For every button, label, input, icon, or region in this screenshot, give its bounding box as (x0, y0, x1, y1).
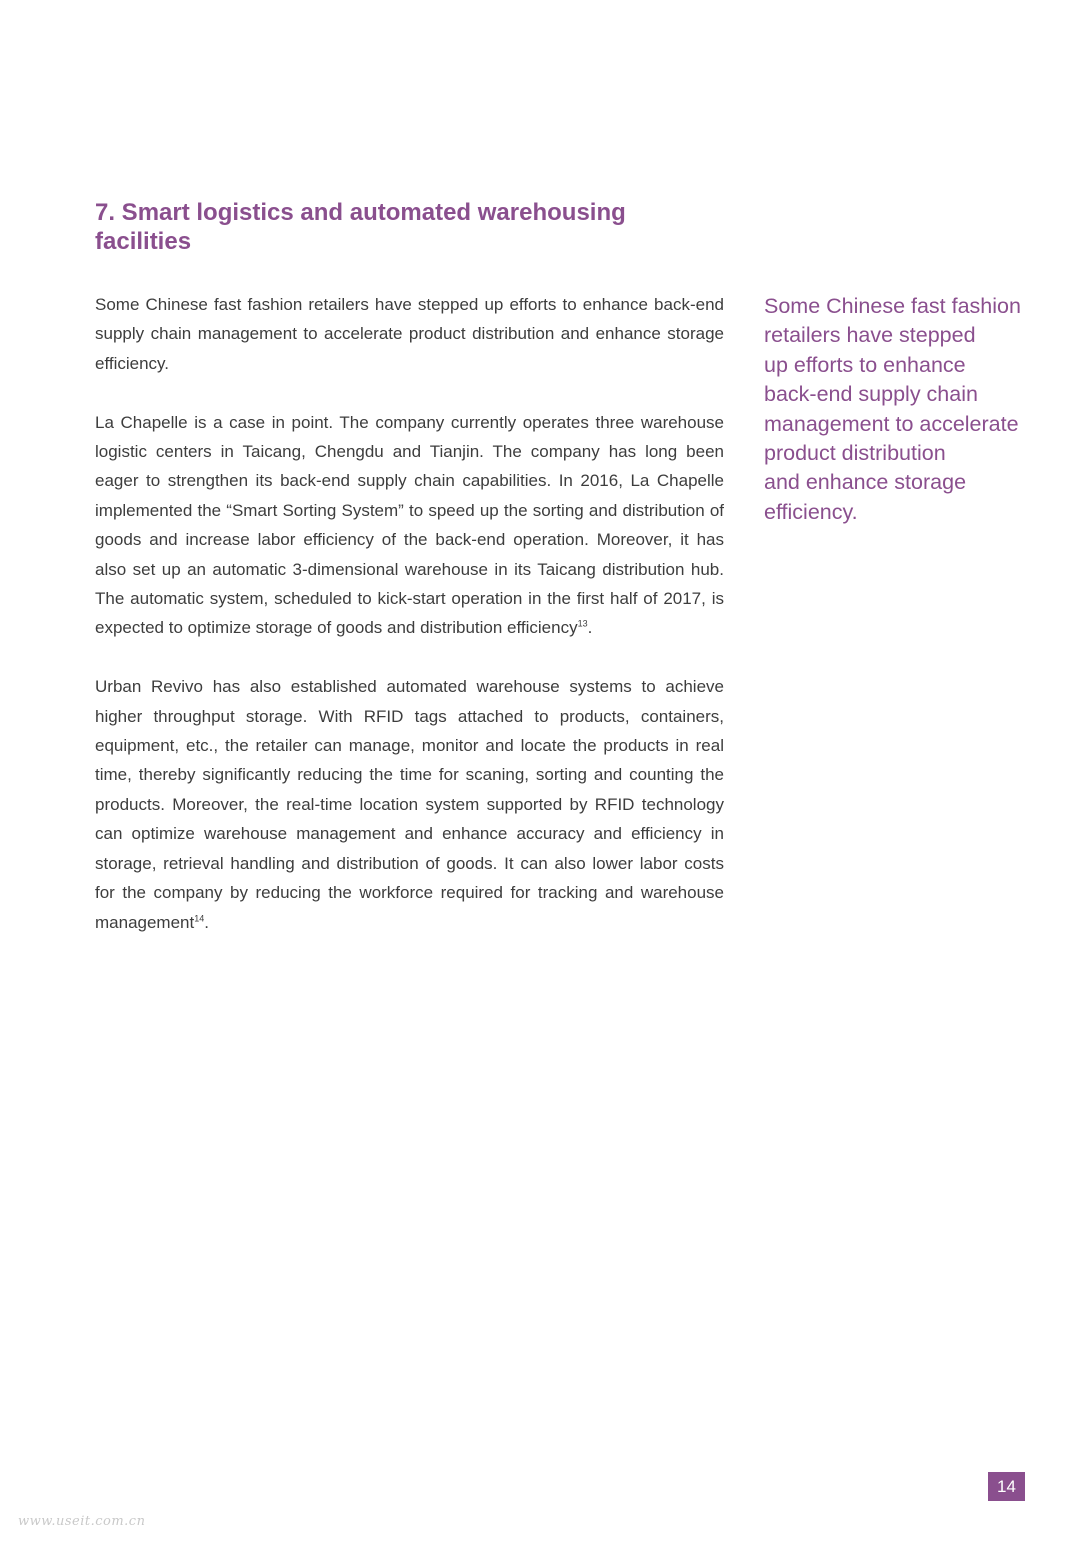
footnote-ref-13: 13 (577, 618, 588, 629)
body-paragraph-1 (95, 290, 724, 378)
watermark-text: www.useit.com.cn (18, 1514, 146, 1529)
page-number-badge: 14 (988, 1472, 1025, 1501)
section-heading (95, 198, 735, 256)
pull-quote-line: retailers have stepped (764, 323, 976, 348)
body-paragraph-3-end: . (204, 912, 209, 932)
section-heading-line-1: 7. Smart logistics and automated warehousing (95, 199, 626, 226)
pull-quote-line: management to accelerate (764, 411, 1019, 436)
pull-quote (764, 292, 1034, 527)
pull-quote-line: and enhance storage (764, 470, 967, 495)
pull-quote-line: Some Chinese fast fashion (764, 294, 1021, 318)
body-column (95, 290, 724, 966)
body-paragraph-2-end: . (587, 618, 593, 638)
pull-quote-line: back-end supply chain (764, 382, 978, 407)
pull-quote-line: up efforts to enhance (764, 352, 966, 377)
body-paragraph-3 (95, 672, 724, 937)
pull-quote-line: efficiency. (764, 499, 858, 524)
section-heading-line-2: facilities (95, 228, 192, 255)
body-paragraph-3-text: Urban Revivo has also established automated warehouse systems to achieve higher throughput storage. With RFID tags attached to products, containers, equipment, etc., the retailer can manage, monitor and locate the products in real time, thereby significantly reducing the time for scaning, sorting and counting the products. Moreover, the real-time location system supported by RFID technology can optimize warehouse management and enhance accuracy and efficiency in storage, retrieval handling and distribution of goods. It can also lower labor costs for the company by reducing the workforce required for tracking and warehouse management (95, 677, 724, 932)
body-paragraph-1-text: Some Chinese fast fashion retailers have stepped up efforts to enhance back-end supply chain management to accelerate product distribution and enhance storage efficiency. (95, 295, 724, 373)
footnote-ref-14: 14 (194, 912, 205, 923)
body-paragraph-2 (95, 408, 724, 643)
body-paragraph-2-text: La Chapelle is a case in point. The company currently operates three warehouse logistic centers in Taicang, Chengdu and Tianjin. The company has long been eager to strengthen its back-end supply chain capabilities. In 2016, La Chapelle implemented the “Smart Sorting System” to speed up the sorting and distribution of goods and increase labor efficiency of the back-end operation. Moreover, it has also set up an automatic 3-dimensional warehouse in its Taicang distribution hub. The automatic system, scheduled to kick-start operation in the first half of 2017, is expected to optimize storage of goods and distribution efficiency (95, 412, 724, 638)
pull-quote-line: product distribution (764, 441, 946, 466)
